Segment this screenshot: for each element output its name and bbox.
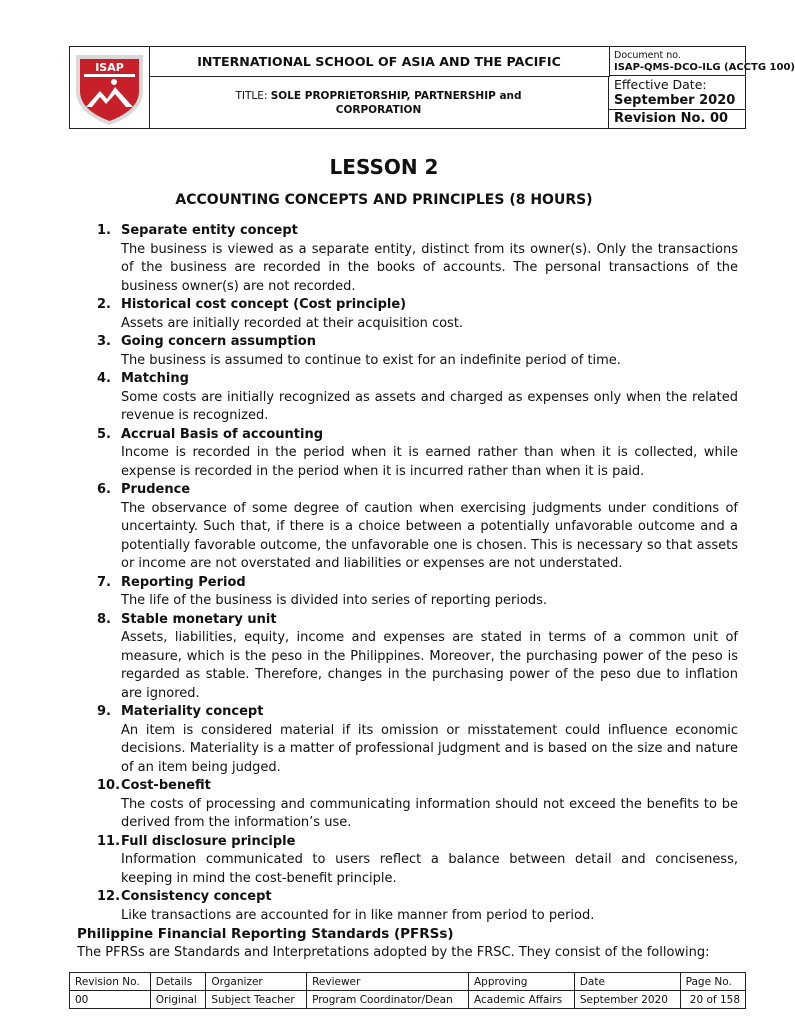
item-title: Accrual Basis of accounting bbox=[121, 426, 324, 442]
item-title: Cost-benefit bbox=[121, 778, 211, 793]
revision-number: Revision No. 00 bbox=[614, 111, 729, 126]
list-item bbox=[97, 426, 738, 482]
footer-value-cell: Academic Affairs bbox=[468, 991, 574, 1009]
item-description: Income is recorded in the period when it is earned rather than when it is collected, while expense is recorded in the period when it is incurred rather than when it is paid. bbox=[121, 445, 738, 479]
list-item bbox=[97, 888, 738, 925]
item-number: 2. bbox=[97, 297, 111, 312]
document-title bbox=[149, 76, 609, 128]
document-number-cell bbox=[609, 47, 795, 76]
list-item bbox=[97, 481, 738, 574]
item-number: 1. bbox=[97, 223, 111, 238]
title-value-line1: SOLE PROPRIETORSHIP, PARTNERSHIP and bbox=[270, 90, 522, 102]
item-description: Like transactions are accounted for in like manner from period to period. bbox=[121, 907, 595, 923]
list-item bbox=[97, 574, 738, 611]
item-number: 12. bbox=[97, 889, 121, 904]
item-description: Assets are initially recorded at their acquisition cost. bbox=[121, 315, 464, 331]
item-title: Materiality concept bbox=[121, 704, 264, 719]
lesson-subtitle: ACCOUNTING CONCEPTS AND PRINCIPLES (8 HOURS) bbox=[175, 192, 593, 208]
item-title: Prudence bbox=[121, 482, 191, 497]
list-item bbox=[97, 333, 738, 370]
isap-logo bbox=[70, 47, 149, 128]
item-description: The observance of some degree of caution when exercising judgments under conditions of uncertainty. Such that, if there is a choice between a potentially unfavorable outcome and a potentially favorable outcome, the unfavorable one is chosen. This is necessary so that assets or income are not overstated and liabilities or expenses are not understated. bbox=[121, 500, 738, 571]
logo-cell bbox=[70, 47, 150, 128]
list-item bbox=[97, 370, 738, 426]
item-number: 3. bbox=[97, 334, 111, 349]
item-number: 8. bbox=[97, 611, 111, 627]
document-header bbox=[69, 46, 795, 129]
footer-value-cell: Subject Teacher bbox=[206, 991, 307, 1009]
item-number: 7. bbox=[97, 574, 111, 590]
footer-header-row bbox=[70, 973, 746, 991]
list-item bbox=[97, 611, 738, 704]
footer-value-cell: 00 bbox=[70, 991, 151, 1009]
footer-header-cell: Details bbox=[150, 973, 206, 991]
footer-header-cell: Revision No. bbox=[70, 973, 151, 991]
item-description: The life of the business is divided into series of reporting periods. bbox=[121, 593, 548, 608]
item-title: Stable monetary unit bbox=[121, 611, 277, 627]
item-number: 5. bbox=[97, 426, 111, 442]
item-description: The costs of processing and communicating information should not exceed the benefits to be derived from the information’s use. bbox=[121, 796, 738, 830]
item-title: Full disclosure principle bbox=[121, 833, 296, 849]
document-number-label: Document no. bbox=[614, 50, 681, 61]
item-title: Consistency concept bbox=[121, 889, 272, 904]
footer-header-cell: Organizer bbox=[206, 973, 307, 991]
footer-header-cell: Page No. bbox=[680, 973, 745, 991]
list-item bbox=[97, 777, 738, 833]
footer-value-cell: 20 of 158 bbox=[680, 991, 745, 1009]
item-description: Information communicated to users reflect a balance between detail and conciseness, keeping in mind the cost-benefit principle. bbox=[121, 852, 738, 886]
document-footer-table bbox=[69, 972, 746, 1009]
list-item bbox=[97, 703, 738, 777]
list-item bbox=[97, 833, 738, 889]
item-description: An item is considered material if its omission or misstatement could influence economic decisions. Materiality is a matter of professional judgment and is based on the size and nature of an item being judged. bbox=[121, 722, 738, 775]
item-number: 9. bbox=[97, 704, 111, 719]
item-description: The business is viewed as a separate entity, distinct from its owner(s). Only the transactions of the business are recorded in the books of accounts. The personal transactions of the business owner(s) are not recorded. bbox=[121, 241, 738, 294]
title-label: TITLE: bbox=[235, 90, 268, 102]
item-description: Some costs are initially recognized as assets and charged as expenses only when the related revenue is recognized. bbox=[121, 389, 738, 423]
document-number-value: ISAP-QMS-DCO-ILG (ACCTG 100) bbox=[614, 62, 795, 73]
footer-value-cell: September 2020 bbox=[574, 991, 680, 1009]
footer-value-cell: Original bbox=[150, 991, 206, 1009]
item-number: 11. bbox=[97, 833, 121, 849]
item-description: The business is assumed to continue to exist for an indefinite period of time. bbox=[121, 352, 621, 368]
item-title: Matching bbox=[121, 371, 189, 386]
lesson-title: LESSON 2 bbox=[329, 155, 439, 179]
footer-header-cell: Reviewer bbox=[307, 973, 469, 991]
effective-date-label: Effective Date: bbox=[614, 77, 707, 92]
concepts-list bbox=[97, 222, 738, 925]
item-description: Assets, liabilities, equity, income and expenses are stated in terms of a common unit of measure, which is the peso in the Philippines. Moreover, the purchasing power of the peso is regarded as stable. Therefore, changes in the purchasing power of the peso due to inflation are ignored. bbox=[121, 630, 738, 701]
item-title: Reporting Period bbox=[121, 574, 246, 590]
effective-date-value: September 2020 bbox=[614, 93, 736, 108]
item-title: Separate entity concept bbox=[121, 223, 298, 238]
item-title: Going concern assumption bbox=[121, 334, 316, 349]
logo-text: ISAP bbox=[95, 61, 124, 74]
school-name: INTERNATIONAL SCHOOL OF ASIA AND THE PACIFIC bbox=[149, 47, 610, 77]
title-value-line2: CORPORATION bbox=[335, 104, 422, 116]
footer-value-cell: Program Coordinator/Dean bbox=[307, 991, 469, 1009]
item-number: 10. bbox=[97, 778, 121, 793]
footer-value-row bbox=[70, 991, 746, 1009]
footer-header-cell: Approving bbox=[468, 973, 574, 991]
footer-header-cell: Date bbox=[574, 973, 680, 991]
item-title: Historical cost concept (Cost principle) bbox=[121, 297, 407, 312]
list-item bbox=[97, 222, 738, 296]
list-item bbox=[97, 296, 738, 333]
item-number: 6. bbox=[97, 482, 111, 497]
effective-date-cell bbox=[609, 76, 746, 110]
pfrs-intro-text: The PFRSs are Standards and Interpretations adopted by the FRSC. They consist of the following: bbox=[77, 945, 710, 960]
pfrs-heading: Philippine Financial Reporting Standards (PFRSs) bbox=[77, 926, 454, 942]
item-number: 4. bbox=[97, 371, 111, 386]
